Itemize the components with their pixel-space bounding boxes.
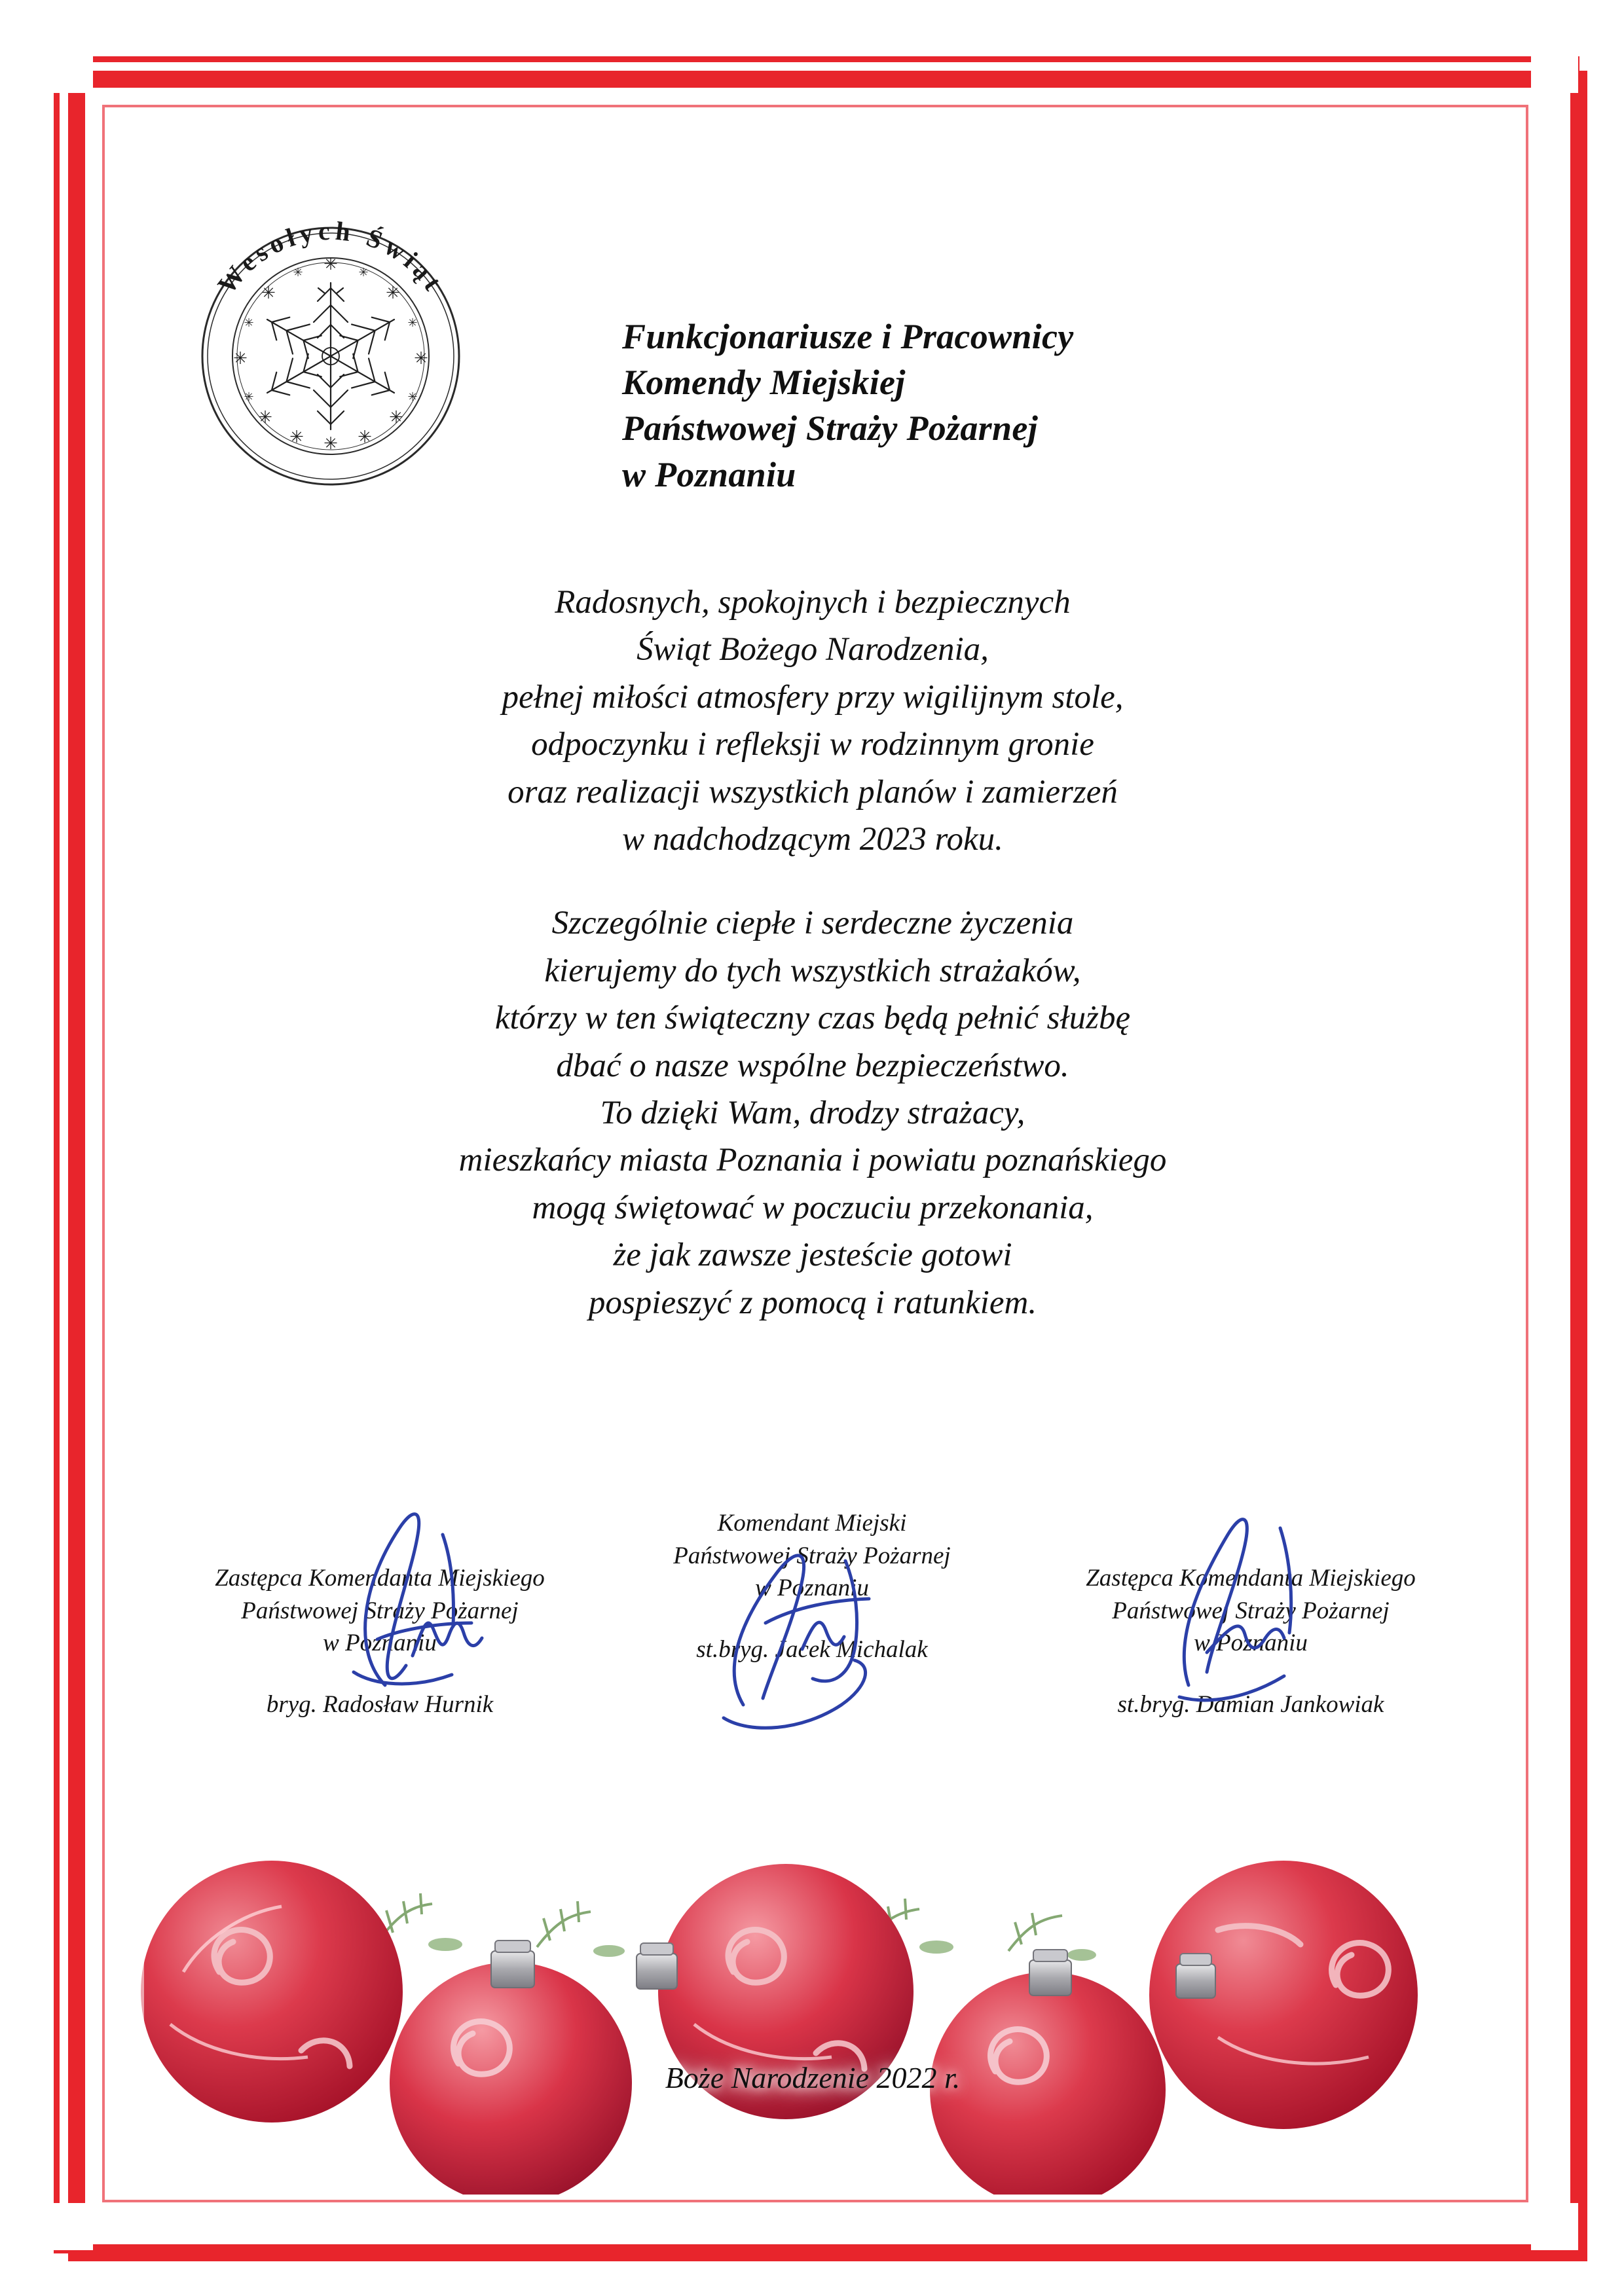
addressee-line-1: Funkcjonariusze i Pracownicy	[622, 317, 1074, 356]
snowflake-seal-icon	[167, 192, 494, 520]
signature-deputy-commander-jankowiak	[1015, 1562, 1486, 1721]
svg-text:✳: ✳	[414, 349, 428, 368]
signature-role-line: Państwowej Straży Pożarnej	[1112, 1597, 1390, 1624]
signature-role	[144, 1562, 616, 1660]
signature-name: bryg. Radosław Hurnik	[266, 1690, 494, 1718]
wishes-paragraph-1	[105, 579, 1521, 863]
wishes-line: To dzięki Wam, drodzy strażacy,	[600, 1095, 1025, 1132]
wishes-line: Świąt Bożego Narodzenia,	[637, 631, 989, 668]
addressee-line-4: w Poznaniu	[622, 454, 796, 494]
wishes-line: mogą świętować w poczuciu przekonania,	[532, 1189, 1094, 1226]
svg-text:✳: ✳	[407, 390, 418, 403]
signature-role-line: Zastępca Komendanta Miejskiego	[215, 1565, 545, 1592]
wishes-line: Szczególnie ciepłe i serdeczne życzenia	[551, 905, 1074, 942]
frame-notch-top-right	[1531, 46, 1578, 93]
signature-role-line: Komendant Miejski	[717, 1510, 907, 1537]
wishes-line: Radosnych, spokojnych i bezpiecznych	[555, 584, 1071, 621]
signature-role-line: w Poznaniu	[755, 1575, 869, 1602]
signature-commander-michalak	[602, 1507, 1022, 1666]
wishes-line: że jak zawsze jesteście gotowi	[613, 1237, 1012, 1274]
signature-block	[105, 1482, 1521, 1757]
svg-text:✳: ✳	[323, 434, 338, 453]
signature-role-line: Państwowej Straży Pożarnej	[241, 1597, 519, 1624]
wishes-line: którzy w ten świąteczny czas będą pełnić służbę	[494, 1000, 1131, 1037]
wishes-line: mieszkańcy miasta Poznania i powiatu poznańskiego	[458, 1142, 1167, 1179]
card-header	[105, 173, 1521, 592]
signature-role	[602, 1507, 1022, 1605]
signature-role-line: w Poznaniu	[323, 1630, 437, 1657]
wishes-line: kierujemy do tych wszystkich strażaków,	[544, 952, 1081, 989]
svg-text:✳: ✳	[358, 428, 372, 446]
signature-role	[1015, 1562, 1486, 1660]
frame-notch-bottom-right	[1531, 2203, 1578, 2250]
svg-text:✳: ✳	[289, 428, 304, 446]
svg-text:✳: ✳	[258, 408, 272, 427]
wishes-line: pospieszyć z pomocą i ratunkiem.	[588, 1284, 1037, 1321]
wishes-line: w nadchodzącym 2023 roku.	[622, 821, 1003, 858]
addressee-line-3: Państwowej Straży Pożarnej	[622, 409, 1038, 448]
signature-name: st.bryg. Jacek Michalak	[696, 1635, 928, 1663]
wishes-line: dbać o nasze wspólne bezpieczeństwo.	[556, 1047, 1069, 1084]
wishes-line: odpoczynku i refleksji w rodzinnym gronie	[531, 726, 1094, 763]
signature-role-line: w Poznaniu	[1194, 1630, 1308, 1657]
addressee-line-2: Komendy Miejskiej	[622, 363, 906, 403]
svg-text:✳: ✳	[323, 255, 338, 274]
svg-text:✳: ✳	[244, 390, 254, 403]
wishes-line: pełnej miłości atmosfery przy wigilijnym stole,	[502, 678, 1124, 716]
svg-text:✳: ✳	[358, 266, 369, 279]
wishes-paragraph-2	[105, 900, 1521, 1326]
frame-notch-bottom-left	[46, 2203, 93, 2250]
svg-text:✳: ✳	[407, 316, 418, 329]
closing-date: Boże Narodzenie 2022 r.	[665, 2061, 961, 2094]
signature-name: st.bryg. Damian Jankowiak	[1117, 1690, 1384, 1718]
svg-text:Wesołych Świąt: Wesołych Świąt	[212, 215, 451, 300]
svg-text:✳: ✳	[244, 316, 254, 329]
christmas-baubles-image	[105, 1776, 1521, 2195]
svg-text:✳: ✳	[389, 408, 403, 427]
frame-notch-top-left	[46, 46, 93, 93]
signature-deputy-commander-hurnik	[144, 1562, 616, 1721]
signature-role-line: Państwowej Straży Pożarnej	[673, 1542, 951, 1569]
addressee-block	[622, 314, 1074, 498]
svg-text:✳: ✳	[233, 349, 248, 368]
card-content	[105, 107, 1521, 2195]
svg-text:✳: ✳	[261, 283, 276, 302]
svg-text:✳: ✳	[293, 266, 303, 279]
wishes-line: oraz realizacji wszystkich planów i zamierzeń	[507, 773, 1118, 811]
svg-text:✳: ✳	[386, 283, 400, 302]
signature-role-line: Zastępca Komendanta Miejskiego	[1086, 1565, 1416, 1592]
wishes-text	[105, 579, 1521, 1326]
